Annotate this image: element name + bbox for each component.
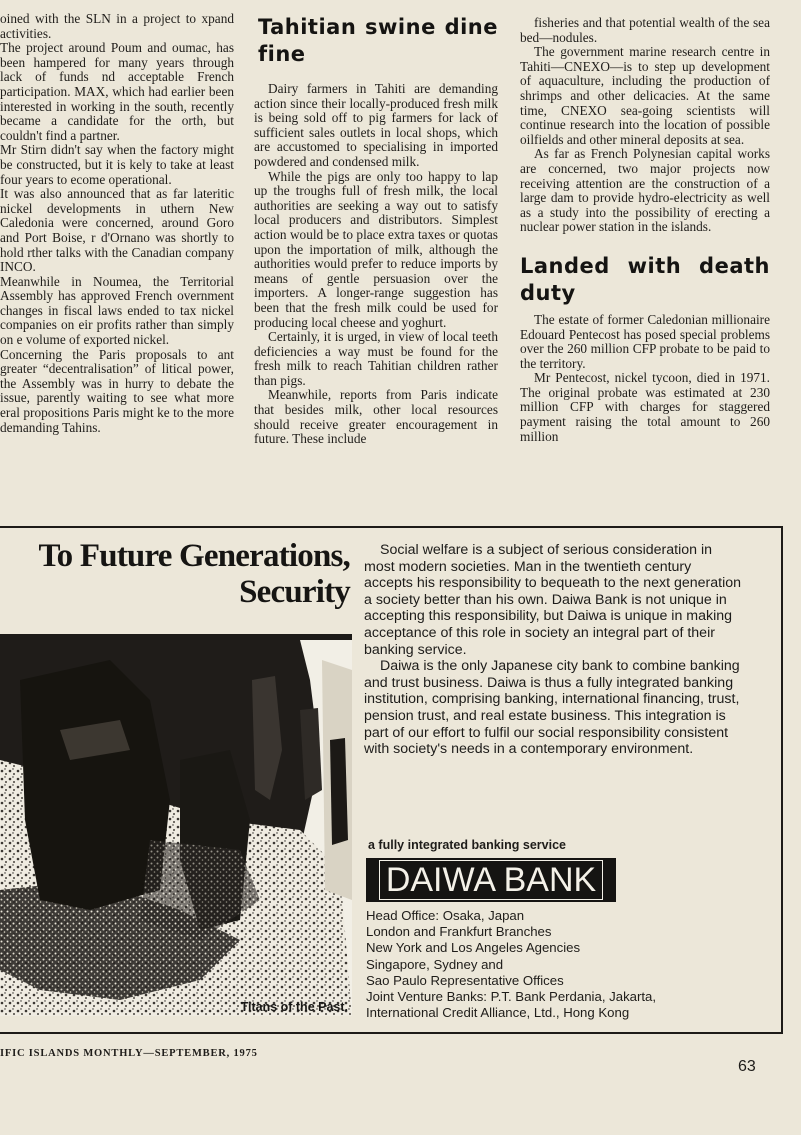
paragraph: While the pigs are only too happy to lap up the troughs full of fresh milk, the local authorities are seeking a way out to satisfy local producers and distributors. Simplest action would be to place extra taxes or quotas upon the importation of milk, although the authorities would prefer to reduce imports by means of gentle persuasion over the importers. A longer-range suggestion has been that the fresh milk could be used for producing local cheese and yoghurt. — [254, 168, 498, 330]
ad-headline-line-2: Security — [239, 574, 350, 610]
publication-footer: IFIC ISLANDS MONTHLY—SEPTEMBER, 1975 — [0, 1048, 258, 1059]
article-headline: Tahitian swine dine fine — [258, 15, 498, 66]
article-headline: Landed with death duty — [520, 253, 770, 305]
ad-body-copy — [364, 542, 744, 758]
office-line: Singapore, Sydney and — [366, 956, 504, 972]
paragraph: Meanwhile in Noumea, the Territorial Assembly has approved French overnment changes in fiscal laws ended to tax nickel companies on eir profits rather than simply on e volume of exported nickel. — [0, 273, 234, 348]
office-line: London and Frankfurt Branches — [366, 924, 552, 940]
daiwa-bank-advertisement — [0, 526, 783, 1034]
paragraph: oined with the SLN in a project to xpand activities. — [0, 12, 234, 41]
office-line: Head Office: Osaka, Japan — [366, 908, 525, 923]
daiwa-bank-logo — [366, 858, 616, 902]
office-list — [366, 908, 778, 1021]
ad-paragraph: Daiwa is the only Japanese city bank to combine banking and trust business. Daiwa is thus a fully integrated banking institution, comprising banking, international financing, trust, pension trust, and real estate business. This integration is part of our effort to fulfil our social responsibility consistent with society's needs in a contemporary environment. — [364, 658, 740, 758]
office-line: Sao Paulo Representative Offices — [366, 972, 564, 988]
photo-caption: Titans of the Past. — [240, 1000, 348, 1014]
stone-statues-illustration — [0, 640, 352, 1016]
ad-headline — [6, 538, 350, 610]
paragraph: Certainly, it is urged, in view of local teeth deficiencies a way must be found for the fresh milk to reach Tahitian children rather than pigs. — [254, 329, 498, 388]
article-column-3 — [520, 16, 770, 516]
paragraph: fisheries and that potential wealth of the sea bed—nodules. — [520, 16, 770, 45]
paragraph: Mr Pentecost, nickel tycoon, died in 1971. The original probate was estimated at 230 million CFP with charges for staggered payment raising the total amount to 260 million — [520, 370, 770, 444]
ad-tagline: a fully integrated banking service — [368, 838, 566, 852]
office-line: International Credit Alliance, Ltd., Hong Kong — [366, 1005, 630, 1021]
paragraph: The estate of former Caledonian millionaire Edouard Pentecost has posed special problems over the 260 million CFP probate to be paid to the territory. — [520, 311, 770, 371]
paragraph: As far as French Polynesian capital works are concerned, two major projects now receiving attention are the construction of a large dam to provide hydro-electricity as well as a study into the possibility of erecting a nuclear power station in the islands. — [520, 146, 770, 235]
page-number: 63 — [738, 1058, 756, 1075]
paragraph: Dairy farmers in Tahiti are demanding action since their locally-produced fresh milk is being sold off to pig farmers for lack of sufficient sales outlets in local shops, which are accustomed to specialising in imported powdered and condensed milk. — [254, 81, 498, 169]
article-column-2 — [254, 12, 498, 512]
paragraph: The project around Poum and oumac, has been hampered for many years through lack of funds nd acceptable French participation. MAX, which had earlier been interested in working in the south, recently became a candidate for the orth, but couldn't find a partner. — [0, 40, 234, 143]
paragraph: The government marine research centre in Tahiti—CNEXO—is to step up development of aquaculture, including the production of shrimps and other delicacies. At the same time, CNEXO sea-going scientists will continue research into the location of possible oilfields and other mineral deposits at sea. — [520, 44, 770, 147]
paragraph: Concerning the Paris proposals to ant greater “decentralisation” of litical power, the Assembly was in hurry to debate the issue, parently waiting to see what more eral propositions Paris might ke to the more demanding Tahins. — [0, 346, 234, 435]
article-column-1 — [0, 12, 234, 512]
ad-paragraph: Social welfare is a subject of serious consideration in most modern societies. Man in the twentieth century accepts his responsibility to bequeath to the next generation a society better than his own. Daiwa Bank is not unique in accepting this responsibility, but Daiwa is unique in making acceptance of this role in society an integral part of their banking service. — [364, 542, 742, 658]
paragraph: Mr Stirn didn't say when the factory might be constructed, but it is kely to take at least four years to ecome operational. — [0, 142, 234, 187]
stone-statues-photo — [0, 634, 352, 1016]
office-line: New York and Los Angeles Agencies — [366, 940, 581, 956]
office-line: Joint Venture Banks: P.T. Bank Perdania, Jakarta, — [366, 989, 657, 1005]
paragraph: It was also announced that as far lateritic nickel developments in uthern New Caledonia were concerned, around Goro and Port Boise, r d'Ornano was shortly to hold rther talks with the Canadian company INCO. — [0, 186, 234, 275]
ad-headline-line-1: To Future Generations, — [38, 538, 350, 574]
logo-text: DAIWA BANK — [379, 860, 603, 900]
paragraph: Meanwhile, reports from Paris indicate that besides milk, other local resources should receive greater encouragement in future. These include — [254, 387, 498, 447]
